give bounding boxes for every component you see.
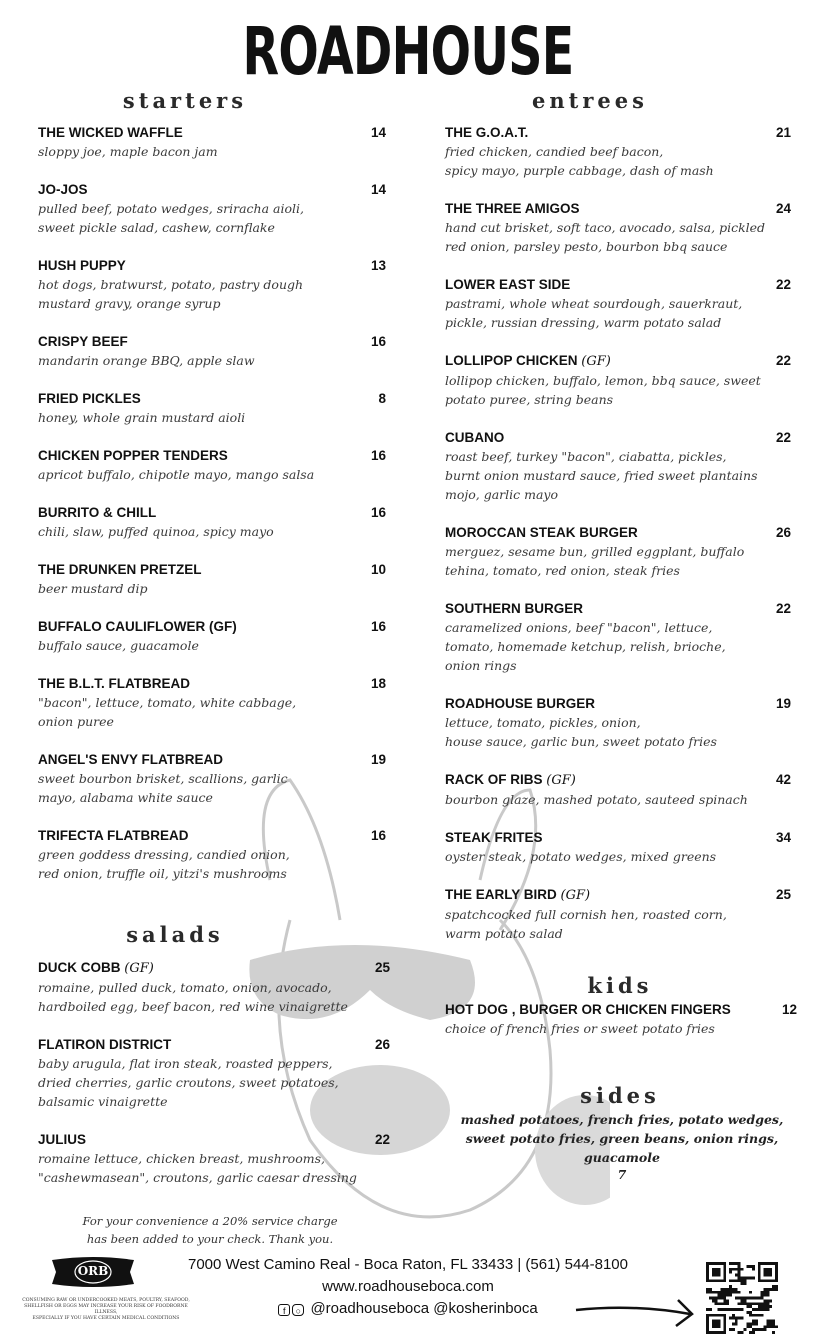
menu-item [38, 389, 386, 427]
menu-item-name-text: FRIED PICKLES [38, 391, 141, 406]
menu-item-name-text: STEAK FRITES [445, 830, 543, 845]
menu-item-price: 22 [775, 277, 791, 292]
menu-item-name [38, 332, 386, 351]
menu-item-name-text: RACK OF RIBS [445, 772, 543, 787]
menu-item-description: "bacon", lettuce, tomato, white cabbage, onion puree [38, 695, 297, 729]
menu-item-name-text: LOLLIPOP CHICKEN [445, 353, 578, 368]
menu-item [38, 123, 386, 161]
menu-item-name-text: LOWER EAST SIDE [445, 277, 571, 292]
menu-item-name [38, 180, 386, 199]
kids-title: kids [587, 973, 653, 998]
menu-item-name [445, 523, 791, 542]
menu-item [38, 750, 386, 807]
menu-item-name-text: MOROCCAN STEAK BURGER [445, 525, 638, 540]
menu-item-name-text: THE THREE AMIGOS [445, 201, 580, 216]
menu-item-price: 34 [775, 830, 791, 845]
menu-item-name-text: THE B.L.T. FLATBREAD [38, 676, 190, 691]
menu-item-name-text: BUFFALO CAULIFLOWER (GF) [38, 619, 237, 634]
menu-item-price: 8 [378, 391, 386, 406]
menu-item [38, 674, 386, 731]
menu-item-name-text: SOUTHERN BURGER [445, 601, 584, 616]
sides-list: mashed potatoes, french fries, potato wedges, sweet potato fries, green beans, onion rings, guacamole [460, 1112, 784, 1165]
menu-item-price: 14 [370, 125, 386, 140]
menu-item-description: choice of french fries or sweet potato fries [445, 1021, 715, 1036]
menu-item-price: 19 [775, 696, 791, 711]
entrees-list [445, 123, 791, 962]
menu-item-description: merguez, sesame bun, grilled eggplant, buffalo tehina, tomato, red onion, steak fries [445, 544, 745, 578]
menu-item [38, 1130, 390, 1187]
menu-item-name-text: ANGEL'S ENVY FLATBREAD [38, 752, 223, 767]
menu-item-name [445, 828, 791, 847]
menu-item [445, 694, 791, 751]
menu-item-price: 16 [370, 505, 386, 520]
menu-item [445, 599, 791, 675]
menu-item-name [38, 560, 386, 579]
menu-item-description: spatchcocked full cornish hen, roasted corn, warm potato salad [445, 907, 727, 941]
menu-item [445, 1000, 797, 1038]
gluten-free-tag: (GF) [560, 888, 591, 903]
menu-item-description: romaine, pulled duck, tomato, onion, avocado, hardboiled egg, beef bacon, red wine vinaigrette [38, 980, 348, 1014]
social-handles-text: @roadhouseboca @kosherinboca [310, 1300, 538, 1317]
menu-item [445, 885, 791, 943]
menu-item [38, 617, 386, 655]
menu-item-price: 16 [370, 448, 386, 463]
gluten-free-tag: (GF) [581, 354, 611, 369]
menu-item-name [445, 599, 791, 618]
menu-item [38, 332, 386, 370]
facebook-icon[interactable]: f [278, 1304, 290, 1316]
menu-item [38, 503, 386, 541]
menu-item-description: pastrami, whole wheat sourdough, sauerkraut, pickle, russian dressing, warm potato salad [445, 296, 743, 330]
menu-item-name [445, 199, 791, 218]
menu-item-price: 25 [374, 960, 390, 975]
menu-item-description: caramelized onions, beef "bacon", lettuce, tomato, homemade ketchup, relish, brioche, onion rings [445, 620, 726, 673]
menu-item-price: 22 [374, 1132, 390, 1147]
menu-item-description: apricot buffalo, chipotle mayo, mango salsa [38, 467, 315, 482]
menu-item [38, 560, 386, 598]
menu-item-name-text: CUBANO [445, 430, 505, 445]
menu-item-name [445, 770, 791, 790]
menu-item-price: 26 [775, 525, 791, 540]
menu-item-price: 22 [775, 601, 791, 616]
health-disclaimer: CONSUMING RAW OR UNDERCOOKED MEATS, POULTRY, SEAFOOD, SHELLFISH OR EGGS MAY INCREASE YOUR RISK OF FOODBORNE ILLNESS, ESPECIALLY IF YOU HAVE CERTAIN MEDICAL CONDITIONS [22, 1298, 190, 1321]
menu-item-price: 10 [370, 562, 386, 577]
menu-item-price: 12 [781, 1002, 797, 1017]
menu-item [445, 199, 791, 256]
menu-item-name-text: THE DRUNKEN PRETZEL [38, 562, 202, 577]
menu-item-name [38, 958, 390, 978]
menu-item-price: 22 [775, 353, 791, 368]
menu-item-name [445, 428, 791, 447]
menu-item-description: chili, slaw, puffed quinoa, spicy mayo [38, 524, 274, 539]
gluten-free-tag: (GF) [546, 773, 576, 788]
menu-item-name-text: HUSH PUPPY [38, 258, 126, 273]
menu-item-description: honey, whole grain mustard aioli [38, 410, 246, 425]
menu-item-name-text: BURRITO & CHILL [38, 505, 157, 520]
menu-item-price: 16 [370, 334, 386, 349]
address-phone: 7000 West Camino Real - Boca Raton, FL 33433 | (561) 544-8100 [188, 1256, 628, 1273]
menu-item-price: 42 [775, 772, 791, 787]
website-link[interactable]: www.roadhouseboca.com [322, 1278, 494, 1295]
menu-item [38, 446, 386, 484]
menu-item-name-text: CRISPY BEEF [38, 334, 128, 349]
service-charge-note: For your convenience a 20% service charge has been added to your check. Thank you. [82, 1214, 338, 1246]
menu-item-description: beer mustard dip [38, 581, 148, 596]
menu-item-name-text: CHICKEN POPPER TENDERS [38, 448, 228, 463]
qr-code[interactable] [706, 1262, 778, 1334]
menu-item-name [445, 694, 791, 713]
menu-item-description: mandarin orange BBQ, apple slaw [38, 353, 255, 368]
menu-item-price: 19 [370, 752, 386, 767]
menu-item [38, 826, 386, 883]
menu-item-price: 16 [370, 619, 386, 634]
menu-item-price: 16 [370, 828, 386, 843]
menu-item-description: pulled beef, potato wedges, sriracha aioli, sweet pickle salad, cashew, cornflake [38, 201, 304, 235]
menu-item-name [38, 1130, 390, 1149]
menu-item [445, 428, 791, 504]
menu-item-description: sloppy joe, maple bacon jam [38, 144, 218, 159]
salads-title: salads [126, 922, 224, 947]
menu-item [445, 828, 791, 866]
menu-item-price: 14 [370, 182, 386, 197]
menu-item-name [38, 389, 386, 408]
menu-item-name [38, 256, 386, 275]
sides-price: 7 [617, 1167, 627, 1182]
menu-item-name [445, 123, 791, 142]
menu-item-price: 22 [775, 430, 791, 445]
menu-item [445, 351, 791, 409]
sides-title: sides [580, 1083, 660, 1108]
menu-item [38, 958, 390, 1016]
menu-item-name-text: ROADHOUSE BURGER [445, 696, 596, 711]
menu-item-description: baby arugula, flat iron steak, roasted peppers, dried cherries, garlic croutons, sweet potatoes, balsamic vinaigrette [38, 1056, 339, 1109]
menu-item-name [38, 826, 386, 845]
menu-item-description: green goddess dressing, candied onion, red onion, truffle oil, yitzi's mushrooms [38, 847, 290, 881]
menu-item-name [38, 503, 386, 522]
menu-item-name [445, 351, 791, 371]
menu-item-description: sweet bourbon brisket, scallions, garlic mayo, alabama white sauce [38, 771, 288, 805]
menu-item-name [38, 446, 386, 465]
menu-item-name [445, 1000, 797, 1019]
menu-item-price: 21 [775, 125, 791, 140]
roadhouse-logo: ROADHOUSE [242, 13, 574, 90]
menu-item-name-text: THE G.O.A.T. [445, 125, 529, 140]
starters-title: starters [122, 88, 248, 113]
gluten-free-tag: (GF) [124, 961, 154, 976]
menu-item [38, 256, 386, 313]
menu-item [445, 770, 791, 809]
menu-item-name [445, 885, 791, 905]
menu-item-name-text: FLATIRON DISTRICT [38, 1037, 172, 1052]
menu-item [38, 1035, 390, 1111]
menu-item-price: 24 [775, 201, 791, 216]
entrees-title: entrees [532, 88, 648, 113]
menu-item-description: buffalo sauce, guacamole [38, 638, 199, 653]
menu-item-description: romaine lettuce, chicken breast, mushrooms, "cashewmasean", croutons, garlic caesar dressing [38, 1151, 357, 1185]
menu-item [445, 275, 791, 332]
instagram-icon[interactable]: ○ [292, 1304, 304, 1316]
menu-item-description: hot dogs, bratwurst, potato, pastry dough mustard gravy, orange syrup [38, 277, 304, 311]
menu-item-name-text: TRIFECTA FLATBREAD [38, 828, 189, 843]
menu-item-name [445, 275, 791, 294]
menu-item-description: fried chicken, candied beef bacon, spicy mayo, purple cabbage, dash of mash [445, 144, 714, 178]
menu-item-name-text: DUCK COBB [38, 960, 121, 975]
menu-item-price: 13 [370, 258, 386, 273]
menu-item-price: 25 [775, 887, 791, 902]
menu-item-name [38, 617, 386, 636]
arrow-icon [574, 1292, 698, 1332]
menu-item-description: roast beef, turkey "bacon", ciabatta, pickles, burnt onion mustard sauce, fried sweet plantains mojo, garlic mayo [445, 449, 758, 502]
menu-item-name [38, 750, 386, 769]
menu-item [445, 523, 791, 580]
starters-list [38, 123, 386, 902]
menu-item-name [38, 674, 386, 693]
kids-list [445, 1000, 797, 1057]
menu-item-description: lollipop chicken, buffalo, lemon, bbq sauce, sweet potato puree, string beans [445, 373, 761, 407]
menu-item-price: 26 [374, 1037, 390, 1052]
menu-item-description: oyster steak, potato wedges, mixed greens [445, 849, 717, 864]
menu-item-name-text: JO-JOS [38, 182, 88, 197]
menu-item [445, 123, 791, 180]
menu-item-name-text: THE WICKED WAFFLE [38, 125, 183, 140]
orb-logo-text: ORB [77, 1264, 109, 1278]
menu-item-price: 18 [370, 676, 386, 691]
menu-item [38, 180, 386, 237]
menu-item-name [38, 123, 386, 142]
menu-item-description: hand cut brisket, soft taco, avocado, salsa, pickled red onion, parsley pesto, bourbon bbq sauce [445, 220, 766, 254]
menu-item-name-text: JULIUS [38, 1132, 87, 1147]
menu-item-description: bourbon glaze, mashed potato, sauteed spinach [445, 792, 748, 807]
salads-list [38, 958, 390, 1206]
menu-item-name-text: THE EARLY BIRD [445, 887, 557, 902]
menu-item-name [38, 1035, 390, 1054]
menu-item-description: lettuce, tomato, pickles, onion, house sauce, garlic bun, sweet potato fries [445, 715, 717, 749]
menu-item-name-text: HOT DOG , BURGER OR CHICKEN FINGERS [445, 1002, 731, 1017]
